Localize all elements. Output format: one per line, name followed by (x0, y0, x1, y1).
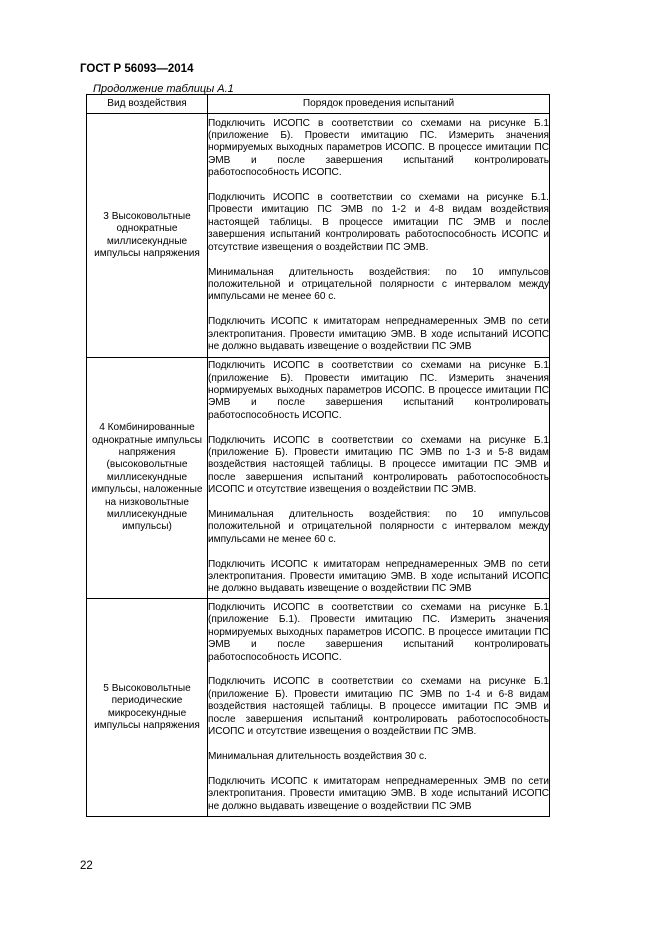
procedure-cell (208, 114, 550, 358)
impact-type-cell: 5 Высоковольтные периодические микросекундные импульсы напряжения (87, 599, 208, 817)
table-caption: Продолжение таблицы А.1 (93, 83, 234, 95)
table-row (87, 358, 550, 599)
test-procedure-table (86, 94, 550, 817)
procedure-paragraph: Минимальная длительность воздействия: по 10 импульсов положительной и отрицательной полярности с интервалом между импульсами не менее 60 с. (208, 266, 549, 303)
impact-type-cell: 3 Высоковольтные однократные миллисекундные импульсы напряжения (87, 114, 208, 358)
table-row (87, 599, 550, 817)
column-header-test-procedure: Порядок проведения испытаний (208, 95, 550, 114)
page-number: 22 (80, 860, 93, 872)
procedure-paragraph: Подключить ИСОПС к имитаторам непреднамеренных ЭМВ по сети электропитания. Провести имитацию ЭМВ. В ходе испытаний ИСОПС не должно выдавать извещение о воздействии ПС ЭМВ (208, 775, 549, 812)
procedure-paragraph: Подключить ИСОПС к имитаторам непреднамеренных ЭМВ по сети электропитания. Провести имитацию ЭМВ. В ходе испытаний ИСОПС не должно выдавать извещение о воздействии ПС ЭМВ (208, 316, 549, 352)
procedure-paragraph: Минимальная длительность воздействия 30 с. (208, 750, 427, 762)
procedure-cell (208, 358, 550, 599)
procedure-paragraph: Минимальная длительность воздействия: по 10 импульсов положительной и отрицательной полярности с интервалом между импульсами не менее 60 с. (208, 509, 549, 545)
table-row (87, 114, 550, 358)
procedure-paragraph: Подключить ИСОПС к имитаторам непреднамеренных ЭМВ по сети электропитания. Провести имитацию ЭМВ. В ходе испытаний ИСОПС не должно выдавать извещение о воздействии ПС ЭМВ (208, 558, 549, 595)
procedure-paragraph: Подключить ИСОПС в соответствии со схемами на рисунке Б.1 (приложение Б). Провести имитацию ПС. Измерить значения нормируемых выходных параметров ИСОПС. В процессе имитации ПС ЭМВ и после завершения испытаний контролировать работоспособность ИСОПС. (208, 360, 549, 421)
procedure-paragraph: Подключить ИСОПС в соответствии со схемами на рисунке Б.1. Провести имитацию ПС ЭМВ по 1-2 и 4-8 видам воздействия настоящей таблицы. В процессе имитации ПС ЭМВ и после завершения испытаний контролировать работоспособность ИСОПС и отсутствие извещения о воздействии ПС ЭМВ. (208, 192, 549, 253)
column-header-impact-type: Вид воздействия (87, 95, 208, 114)
procedure-paragraph: Подключить ИСОПС в соответствии со схемами на рисунке Б.1 (приложение Б.1). Провести имитацию ПС. Измерить значения нормируемых выходных параметров ИСОПС. В процессе имитации ПС ЭМВ и после завершения испытаний контролировать работоспособность ИСОПС. (208, 602, 549, 663)
procedure-paragraph: Подключить ИСОПС в соответствии со схемами на рисунке Б.1 (приложение Б). Провести имитацию ПС ЭМВ по 1-4 и 6-8 видам воздействия настоящей таблицы. В процессе имитации ПС ЭМВ и после завершения испытаний контролировать работоспособность ИСОПС и отсутствие извещения о воздействии ПС ЭМВ. (208, 676, 549, 738)
procedure-paragraph: Подключить ИСОПС в соответствии со схемами на рисунке Б.1 (приложение Б). Провести имитацию ПС. Измерить значения нормируемых выходных параметров ИСОПС. В процессе имитации ПС ЭМВ и после завершения испытаний контролировать работоспособность ИСОПС. (208, 117, 549, 179)
document-code: ГОСТ Р 56093—2014 (80, 63, 194, 75)
table-header-row (87, 95, 550, 114)
procedure-paragraph: Подключить ИСОПС в соответствии со схемами на рисунке Б.1 (приложение Б). Провести имитацию ПС ЭМВ по 1-3 и 5-8 видам воздействия настоящей таблицы. В процессе имитации ПС ЭМВ и после завершения испытаний контролировать работоспособность ИСОПС и отсутствие извещения о воздействии ПС ЭМВ. (208, 434, 549, 496)
procedure-cell (208, 599, 550, 817)
impact-type-cell: 4 Комбинированные однократные импульсы напряжения (высоковольтные миллисекундные импульсы, наложенные на низковольтные миллисекундные импульсы) (87, 358, 208, 599)
